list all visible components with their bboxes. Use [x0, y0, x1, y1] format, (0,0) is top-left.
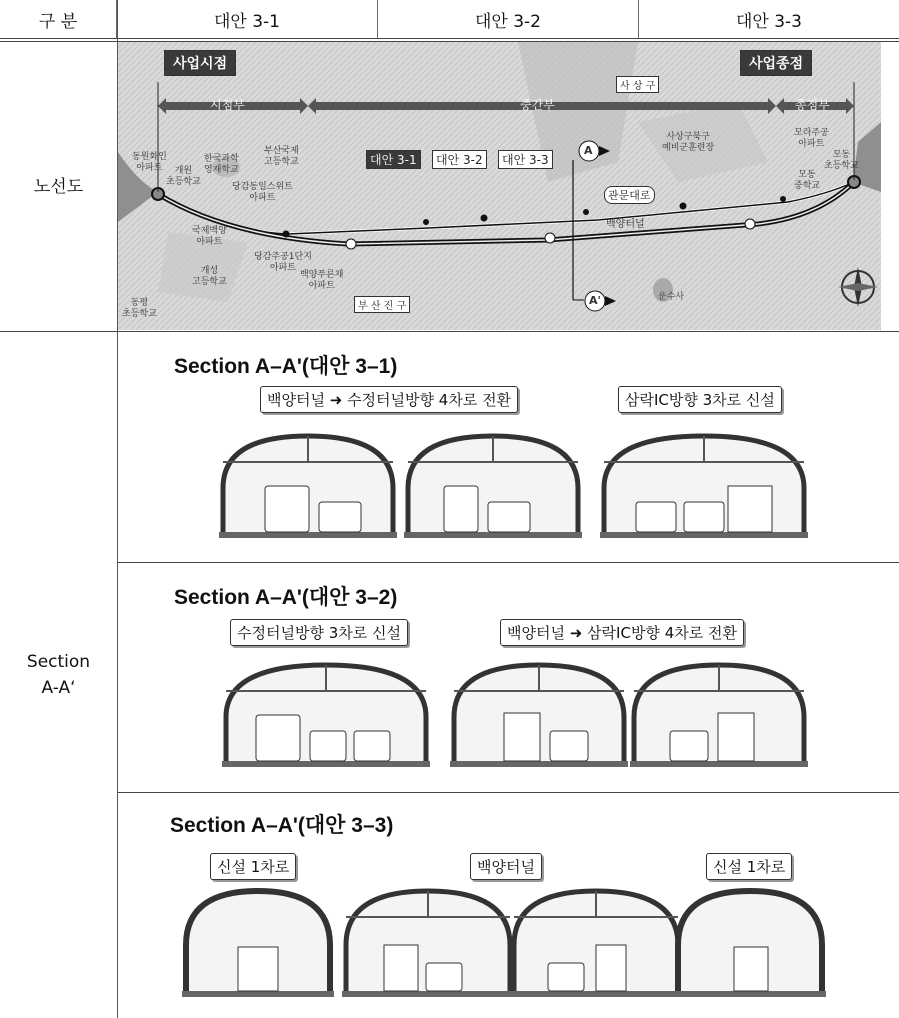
place-label: 동원화인 아파트 [132, 152, 167, 173]
zone-start-label: 시점부 [210, 98, 245, 112]
place-label: 모라주공 아파트 [794, 128, 829, 149]
place-label: 사상구북구 예비군훈련장 [662, 132, 715, 153]
section-label-line2: A-A‘ [41, 678, 76, 698]
section-3-1 [118, 332, 899, 562]
section-title: Section A–A'(대안 3–2) [174, 586, 398, 609]
section-label [0, 332, 117, 1018]
district-label: 사 상 구 [616, 76, 659, 93]
alt-label-3-2: 대안 3-2 [432, 150, 487, 169]
tunnel-cross-sections [118, 657, 899, 787]
start-badge: 사업시점 [164, 50, 236, 76]
section-title: Section A–A'(대안 3–1) [174, 355, 398, 378]
zone-middle-label: 중간부 [520, 98, 555, 112]
alt-label-3-3: 대안 3-3 [498, 150, 553, 169]
tunnel-label: 백양터널 [606, 219, 645, 230]
place-label: 국제백양 아파트 [192, 226, 227, 247]
section-label-line1: Section [26, 652, 91, 672]
place-label: 당감동일스위트 아파트 [232, 182, 293, 203]
tunnel-cross-sections [118, 885, 899, 1003]
header-alt-3-1: 대안 3-1 [117, 0, 378, 38]
section-note: 백양터널 ➜ 삼락IC방향 4차로 전환 [500, 619, 744, 646]
place-label: 동평 초등학교 [122, 298, 157, 319]
road-label: 관문대로 [604, 186, 655, 204]
section-note: 신설 1차로 [706, 853, 792, 880]
zone-end-label: 종점부 [795, 98, 830, 112]
header-alt-3-3: 대안 3-3 [735, 11, 802, 32]
district-label: 부 산 진 구 [354, 296, 410, 313]
place-label: 운수사 [658, 292, 685, 302]
section-note: 백양터널 [470, 853, 542, 880]
section-note: 신설 1차로 [210, 853, 296, 880]
place-label: 한국과학 영재학교 [204, 154, 239, 175]
section-note: 삼락IC방향 3차로 신설 [618, 386, 782, 413]
end-badge: 사업종점 [740, 50, 812, 76]
route-map-label: 노선도 [33, 176, 84, 197]
divider [0, 38, 899, 39]
section-note: 백양터널 ➜ 수정터널방향 4차로 전환 [260, 386, 518, 413]
place-label: 백양푸른채 아파트 [300, 270, 344, 291]
alt-label-3-1: 대안 3-1 [366, 150, 421, 169]
place-label: 개원 초등학교 [166, 166, 201, 187]
route-map [118, 42, 881, 330]
place-label: 모동 중학교 [794, 170, 821, 191]
place-label: 모동 초등학교 [824, 150, 859, 171]
tunnel-cross-sections [118, 428, 899, 558]
section-3-2 [118, 563, 899, 792]
place-label: 당감주공1단지 아파트 [254, 252, 312, 273]
section-note: 수정터널방향 3차로 신설 [230, 619, 408, 646]
section-title: Section A–A'(대안 3–3) [170, 814, 394, 837]
section-marker-a-prime: A' [589, 294, 601, 307]
section-3-3 [118, 793, 899, 1003]
section-marker-a: A [584, 144, 593, 157]
header-alt-3-2: 대안 3-2 [378, 0, 639, 38]
place-label: 개성 고등학교 [192, 266, 227, 287]
place-label: 부산국제 고등학교 [264, 146, 299, 167]
header-category: 구 분 [0, 0, 117, 38]
